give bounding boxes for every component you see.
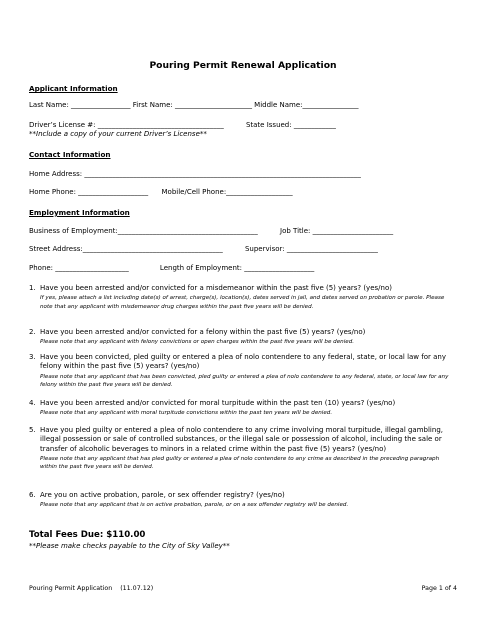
footer-left: Pouring Permit Application (11.07.12) bbox=[29, 585, 154, 592]
license-note: **Include a copy of your current Driver’s License** bbox=[29, 130, 207, 138]
home-address-line: Home Address: _______________________________________________________________________________ bbox=[29, 170, 361, 178]
page-title: Pouring Permit Renewal Application bbox=[149, 60, 337, 71]
question-text: Have you been arrested and/or convicted for a felony within the past five (5) years? (yes/no) bbox=[40, 328, 366, 336]
question-number: 4. bbox=[29, 399, 36, 407]
question-note: Please note that any applicant with felony convictions or open charges within the past five years will be denied. bbox=[40, 339, 355, 346]
home-phone-line: Home Phone: ____________________ Mobile/Cell Phone:___________________ bbox=[29, 188, 293, 196]
question-5 bbox=[29, 426, 457, 472]
question-2 bbox=[29, 328, 457, 347]
applicant-heading: Applicant Information bbox=[29, 84, 118, 93]
question-note: Please note that any applicant that has been convicted, pled guilty or entered a plea of nolo contendere to any federal, state, or local law for any felony within the past five years will be denied. bbox=[40, 373, 449, 389]
employment-heading: Employment Information bbox=[29, 208, 130, 217]
question-6 bbox=[29, 491, 457, 510]
business-line: Business of Employment:________________________________________ Job Title: _______________________ bbox=[29, 227, 394, 235]
question-note: If yes, please attach a list including date(s) of arrest, charge(s), location(s), dates served in jail, and dates served on probation or parole. Please note that any applicant with misdemeanor drug charges within the past five years will be denied. bbox=[40, 295, 445, 310]
question-number: 2. bbox=[29, 328, 36, 336]
question-text: Have you pled guilty or entered a plea of nolo contendere to any crime involving moral turpitude, illegal gambling, illegal possession or sale of controlled substances, or the illegal sale or possession of alcohol, including the sale or transfer of alcoholic beverages to minors in a related crime within the past five (5) years? (yes/no) bbox=[40, 426, 443, 453]
question-note: Please note that any applicant with moral turpitude convictions within the past ten years will be denied. bbox=[40, 410, 333, 417]
question-number: 6. bbox=[29, 491, 36, 499]
question-4 bbox=[29, 399, 457, 418]
question-note: Please note that any applicant that is on active probation, parole, or on a sex offender registry will be denied. bbox=[40, 502, 349, 509]
question-1 bbox=[29, 284, 457, 311]
question-note: Please note that any applicant that has pled guilty or entered a plea of nolo contendere to any crime as described in the preceding paragraph within the past five years will be denied. bbox=[40, 456, 440, 471]
contact-heading: Contact Information bbox=[29, 150, 111, 159]
fees-note: **Please make checks payable to the City of Sky Valley** bbox=[29, 542, 230, 550]
total-fees: Total Fees Due: $110.00 bbox=[29, 530, 146, 540]
name-line: Last Name: _________________ First Name: ______________________ Middle Name:________________ bbox=[29, 101, 359, 109]
question-text: Have you been arrested and/or convicted for moral turpitude within the past ten (10) years? (yes/no) bbox=[40, 399, 396, 407]
license-line: Driver’s License #: ____________________________________ State Issued: ____________ bbox=[29, 121, 336, 129]
question-number: 3. bbox=[29, 353, 36, 361]
page-number: Page 1 of 4 bbox=[421, 585, 457, 592]
question-text: Are you on active probation, parole, or sex offender registry? (yes/no) bbox=[40, 491, 285, 499]
question-number: 5. bbox=[29, 426, 36, 434]
question-text: Have you been convicted, pled guilty or entered a plea of nolo contendere to any federal, state, or local law for any felony within the past five (5) years? (yes/no) bbox=[40, 353, 446, 371]
street-address-line: Street Address:________________________________________ Supervisor: __________________________ bbox=[29, 245, 378, 253]
question-text: Have you been arrested and/or convicted for a misdemeanor within the past five (5) years? (yes/no) bbox=[40, 284, 392, 292]
work-phone-line: Phone: _____________________ Length of Employment: ____________________ bbox=[29, 264, 315, 272]
question-number: 1. bbox=[29, 284, 36, 292]
question-3 bbox=[29, 353, 457, 389]
